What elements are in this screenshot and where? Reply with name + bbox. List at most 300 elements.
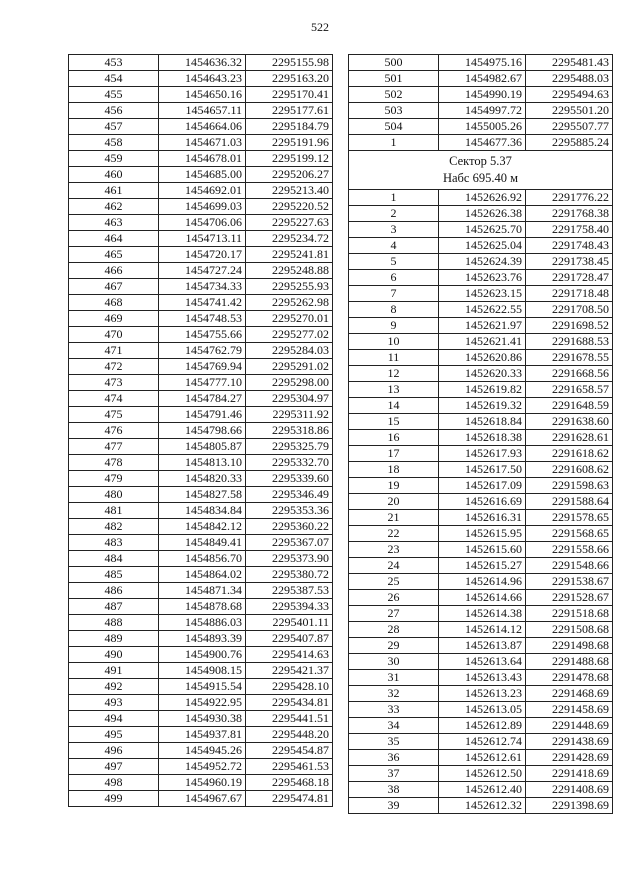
coordinate-y: 2291638.60 xyxy=(526,414,613,430)
coordinate-y: 2295454.87 xyxy=(246,743,333,759)
coordinate-x: 1452614.66 xyxy=(439,590,526,606)
coordinate-y: 2291508.68 xyxy=(526,622,613,638)
point-number: 500 xyxy=(349,55,439,71)
table-row xyxy=(349,103,613,119)
coordinate-y: 2291518.68 xyxy=(526,606,613,622)
coordinate-y: 2295346.49 xyxy=(246,487,333,503)
coordinate-y: 2295177.61 xyxy=(246,103,333,119)
coordinate-x: 1452612.32 xyxy=(439,798,526,814)
table-row xyxy=(69,471,333,487)
coordinate-x: 1452625.04 xyxy=(439,238,526,254)
coordinate-y: 2295234.72 xyxy=(246,231,333,247)
coordinate-x: 1452617.93 xyxy=(439,446,526,462)
coordinate-x: 1452612.89 xyxy=(439,718,526,734)
point-number: 465 xyxy=(69,247,159,263)
coordinate-y: 2295155.98 xyxy=(246,55,333,71)
coordinate-x: 1452616.69 xyxy=(439,494,526,510)
coordinate-y: 2295401.11 xyxy=(246,615,333,631)
coordinate-y: 2291658.57 xyxy=(526,382,613,398)
coordinate-y: 2295367.07 xyxy=(246,535,333,551)
coordinate-y: 2291708.50 xyxy=(526,302,613,318)
point-number: 453 xyxy=(69,55,159,71)
coordinate-x: 1454952.72 xyxy=(159,759,246,775)
table-row xyxy=(69,791,333,807)
coordinates-table-right xyxy=(348,54,613,814)
coordinate-y: 2295227.63 xyxy=(246,215,333,231)
coordinate-y: 2295394.33 xyxy=(246,599,333,615)
coordinate-x: 1454671.03 xyxy=(159,135,246,151)
table-row xyxy=(349,430,613,446)
coordinate-y: 2295481.43 xyxy=(526,55,613,71)
coordinate-y: 2291628.61 xyxy=(526,430,613,446)
point-number: 474 xyxy=(69,391,159,407)
coordinate-x: 1452614.96 xyxy=(439,574,526,590)
table-row xyxy=(69,567,333,583)
sector-title: Сектор 5.37 xyxy=(349,151,613,171)
coordinate-y: 2295291.02 xyxy=(246,359,333,375)
coordinate-y: 2291488.68 xyxy=(526,654,613,670)
table-row xyxy=(349,55,613,71)
coordinate-y: 2295434.81 xyxy=(246,695,333,711)
coordinate-y: 2291478.68 xyxy=(526,670,613,686)
table-row xyxy=(69,391,333,407)
table-row xyxy=(69,663,333,679)
point-number: 464 xyxy=(69,231,159,247)
point-number: 10 xyxy=(349,334,439,350)
point-number: 18 xyxy=(349,462,439,478)
table-row xyxy=(349,119,613,135)
point-number: 39 xyxy=(349,798,439,814)
coordinate-x: 1454908.15 xyxy=(159,663,246,679)
coordinate-x: 1452626.92 xyxy=(439,190,526,206)
coordinate-x: 1452620.33 xyxy=(439,366,526,382)
coordinate-y: 2291458.69 xyxy=(526,702,613,718)
point-number: 484 xyxy=(69,551,159,567)
point-number: 504 xyxy=(349,119,439,135)
point-number: 14 xyxy=(349,398,439,414)
point-number: 1 xyxy=(349,135,439,151)
coordinate-y: 2291448.69 xyxy=(526,718,613,734)
coordinate-y: 2295387.53 xyxy=(246,583,333,599)
point-number: 5 xyxy=(349,254,439,270)
table-row xyxy=(69,743,333,759)
coordinate-y: 2295332.70 xyxy=(246,455,333,471)
point-number: 487 xyxy=(69,599,159,615)
table-row xyxy=(69,343,333,359)
point-number: 25 xyxy=(349,574,439,590)
point-number: 469 xyxy=(69,311,159,327)
table-row xyxy=(349,318,613,334)
coordinate-x: 1452621.97 xyxy=(439,318,526,334)
point-number: 488 xyxy=(69,615,159,631)
point-number: 38 xyxy=(349,782,439,798)
table-row xyxy=(349,190,613,206)
table-row xyxy=(69,375,333,391)
coordinate-y: 2295448.20 xyxy=(246,727,333,743)
coordinate-x: 1452613.64 xyxy=(439,654,526,670)
table-row xyxy=(69,55,333,71)
table-row xyxy=(349,366,613,382)
coordinate-x: 1454777.10 xyxy=(159,375,246,391)
coordinate-y: 2295441.51 xyxy=(246,711,333,727)
coordinate-x: 1454849.41 xyxy=(159,535,246,551)
coordinate-y: 2291738.45 xyxy=(526,254,613,270)
coordinate-y: 2295213.40 xyxy=(246,183,333,199)
coordinate-x: 1454791.46 xyxy=(159,407,246,423)
coordinate-x: 1454692.01 xyxy=(159,183,246,199)
table-row xyxy=(69,423,333,439)
point-number: 20 xyxy=(349,494,439,510)
coordinate-y: 2295414.63 xyxy=(246,647,333,663)
point-number: 496 xyxy=(69,743,159,759)
point-number: 477 xyxy=(69,439,159,455)
table-row xyxy=(69,551,333,567)
table-row xyxy=(349,734,613,750)
coordinate-y: 2295507.77 xyxy=(526,119,613,135)
table-row xyxy=(349,542,613,558)
coordinate-x: 1454864.02 xyxy=(159,567,246,583)
coordinate-x: 1454982.67 xyxy=(439,71,526,87)
coordinate-y: 2295163.20 xyxy=(246,71,333,87)
coordinate-x: 1454643.23 xyxy=(159,71,246,87)
coordinate-x: 1454650.16 xyxy=(159,87,246,103)
table-row xyxy=(349,462,613,478)
coordinate-x: 1452613.05 xyxy=(439,702,526,718)
coordinate-x: 1452615.27 xyxy=(439,558,526,574)
coordinate-x: 1454945.26 xyxy=(159,743,246,759)
coordinate-y: 2291718.48 xyxy=(526,286,613,302)
point-number: 466 xyxy=(69,263,159,279)
coordinate-x: 1454820.33 xyxy=(159,471,246,487)
point-number: 19 xyxy=(349,478,439,494)
point-number: 475 xyxy=(69,407,159,423)
point-number: 473 xyxy=(69,375,159,391)
coordinate-y: 2291648.59 xyxy=(526,398,613,414)
coordinate-x: 1452613.23 xyxy=(439,686,526,702)
table-row xyxy=(349,606,613,622)
point-number: 480 xyxy=(69,487,159,503)
table-row xyxy=(69,295,333,311)
coordinate-y: 2295325.79 xyxy=(246,439,333,455)
coordinate-x: 1454798.66 xyxy=(159,423,246,439)
table-row xyxy=(69,519,333,535)
coordinate-y: 2291528.67 xyxy=(526,590,613,606)
table-row xyxy=(69,695,333,711)
coordinate-x: 1454915.54 xyxy=(159,679,246,695)
coordinate-y: 2295241.81 xyxy=(246,247,333,263)
table-row xyxy=(349,238,613,254)
table-row xyxy=(349,414,613,430)
point-number: 468 xyxy=(69,295,159,311)
point-number: 457 xyxy=(69,119,159,135)
coordinate-y: 2295373.90 xyxy=(246,551,333,567)
coordinate-x: 1452613.43 xyxy=(439,670,526,686)
sector-subtitle-row xyxy=(349,170,613,190)
coordinate-y: 2295488.03 xyxy=(526,71,613,87)
table-row xyxy=(69,775,333,791)
coordinate-x: 1452621.41 xyxy=(439,334,526,350)
point-number: 31 xyxy=(349,670,439,686)
coordinate-y: 2295360.22 xyxy=(246,519,333,535)
coordinate-x: 1454990.19 xyxy=(439,87,526,103)
point-number: 497 xyxy=(69,759,159,775)
coordinate-x: 1454805.87 xyxy=(159,439,246,455)
coordinate-x: 1452614.38 xyxy=(439,606,526,622)
coordinate-y: 2295199.12 xyxy=(246,151,333,167)
table-row xyxy=(69,231,333,247)
sector-subtitle: Набс 695.40 м xyxy=(349,170,613,190)
point-number: 494 xyxy=(69,711,159,727)
point-number: 460 xyxy=(69,167,159,183)
point-number: 479 xyxy=(69,471,159,487)
coordinate-y: 2295191.96 xyxy=(246,135,333,151)
point-number: 492 xyxy=(69,679,159,695)
table-row xyxy=(69,407,333,423)
point-number: 29 xyxy=(349,638,439,654)
table-row xyxy=(69,727,333,743)
point-number: 1 xyxy=(349,190,439,206)
point-number: 459 xyxy=(69,151,159,167)
table-row xyxy=(349,574,613,590)
table-row xyxy=(69,647,333,663)
table-row xyxy=(69,599,333,615)
table-row xyxy=(349,222,613,238)
table-row xyxy=(69,135,333,151)
coordinate-y: 2291418.69 xyxy=(526,766,613,782)
coordinate-x: 1454827.58 xyxy=(159,487,246,503)
table-row xyxy=(69,631,333,647)
coordinate-x: 1454706.06 xyxy=(159,215,246,231)
page-number: 522 xyxy=(311,20,329,34)
table-row xyxy=(349,558,613,574)
point-number: 476 xyxy=(69,423,159,439)
table-row xyxy=(349,798,613,814)
table-row xyxy=(349,350,613,366)
point-number: 4 xyxy=(349,238,439,254)
point-number: 458 xyxy=(69,135,159,151)
coordinate-x: 1452618.38 xyxy=(439,430,526,446)
coordinate-y: 2291548.66 xyxy=(526,558,613,574)
table-row xyxy=(349,382,613,398)
table-row xyxy=(69,711,333,727)
point-number: 15 xyxy=(349,414,439,430)
table-row xyxy=(349,686,613,702)
coordinate-x: 1454741.42 xyxy=(159,295,246,311)
point-number: 467 xyxy=(69,279,159,295)
coordinate-y: 2291598.63 xyxy=(526,478,613,494)
coordinates-table-left xyxy=(68,54,333,807)
coordinate-x: 1452623.15 xyxy=(439,286,526,302)
coordinate-y: 2295277.02 xyxy=(246,327,333,343)
coordinate-y: 2295474.81 xyxy=(246,791,333,807)
coordinate-y: 2295407.87 xyxy=(246,631,333,647)
point-number: 503 xyxy=(349,103,439,119)
table-row xyxy=(69,439,333,455)
table-row xyxy=(69,247,333,263)
coordinate-y: 2291568.65 xyxy=(526,526,613,542)
table-row xyxy=(349,478,613,494)
table-row xyxy=(69,679,333,695)
coordinate-x: 1452620.86 xyxy=(439,350,526,366)
sector-title-row xyxy=(349,151,613,171)
point-number: 12 xyxy=(349,366,439,382)
coordinate-y: 2295494.63 xyxy=(526,87,613,103)
table-row xyxy=(69,263,333,279)
coordinate-x: 1452612.40 xyxy=(439,782,526,798)
coordinate-x: 1454678.01 xyxy=(159,151,246,167)
point-number: 486 xyxy=(69,583,159,599)
table-row xyxy=(349,718,613,734)
table-row xyxy=(349,622,613,638)
table-row xyxy=(69,327,333,343)
table-row xyxy=(69,759,333,775)
coordinate-y: 2291428.69 xyxy=(526,750,613,766)
coordinate-y: 2291498.68 xyxy=(526,638,613,654)
coordinate-y: 2291468.69 xyxy=(526,686,613,702)
point-number: 490 xyxy=(69,647,159,663)
coordinate-x: 1452626.38 xyxy=(439,206,526,222)
coordinate-x: 1454784.27 xyxy=(159,391,246,407)
point-number: 455 xyxy=(69,87,159,103)
coordinate-x: 1454755.66 xyxy=(159,327,246,343)
table-row xyxy=(349,654,613,670)
coordinate-y: 2295353.36 xyxy=(246,503,333,519)
point-number: 9 xyxy=(349,318,439,334)
table-row xyxy=(349,135,613,151)
coordinate-y: 2295184.79 xyxy=(246,119,333,135)
table-row xyxy=(69,503,333,519)
coordinate-x: 1454922.95 xyxy=(159,695,246,711)
coordinate-x: 1452614.12 xyxy=(439,622,526,638)
coordinate-y: 2291538.67 xyxy=(526,574,613,590)
coordinate-x: 1454834.84 xyxy=(159,503,246,519)
coordinate-x: 1454886.03 xyxy=(159,615,246,631)
point-number: 482 xyxy=(69,519,159,535)
point-number: 495 xyxy=(69,727,159,743)
point-number: 501 xyxy=(349,71,439,87)
table-row xyxy=(349,302,613,318)
table-row xyxy=(69,119,333,135)
coordinate-x: 1454720.17 xyxy=(159,247,246,263)
coordinate-y: 2291578.65 xyxy=(526,510,613,526)
coordinate-y: 2295421.37 xyxy=(246,663,333,679)
table-row xyxy=(349,702,613,718)
coordinate-y: 2291618.62 xyxy=(526,446,613,462)
coordinate-x: 1454699.03 xyxy=(159,199,246,215)
table-row xyxy=(69,279,333,295)
table-row xyxy=(349,766,613,782)
point-number: 491 xyxy=(69,663,159,679)
point-number: 35 xyxy=(349,734,439,750)
table-row xyxy=(69,615,333,631)
point-number: 22 xyxy=(349,526,439,542)
coordinate-y: 2291588.64 xyxy=(526,494,613,510)
coordinate-x: 1454762.79 xyxy=(159,343,246,359)
table-row xyxy=(69,487,333,503)
point-number: 454 xyxy=(69,71,159,87)
point-number: 485 xyxy=(69,567,159,583)
coordinate-y: 2291608.62 xyxy=(526,462,613,478)
coordinate-x: 1452619.32 xyxy=(439,398,526,414)
coordinate-x: 1454813.10 xyxy=(159,455,246,471)
coordinate-x: 1454713.11 xyxy=(159,231,246,247)
coordinate-x: 1452619.82 xyxy=(439,382,526,398)
table-row xyxy=(69,103,333,119)
coordinate-x: 1454734.33 xyxy=(159,279,246,295)
coordinate-x: 1454842.12 xyxy=(159,519,246,535)
coordinate-x: 1452623.76 xyxy=(439,270,526,286)
point-number: 456 xyxy=(69,103,159,119)
table-row xyxy=(349,206,613,222)
coordinate-x: 1452615.60 xyxy=(439,542,526,558)
point-number: 11 xyxy=(349,350,439,366)
point-number: 471 xyxy=(69,343,159,359)
table-row xyxy=(349,398,613,414)
point-number: 37 xyxy=(349,766,439,782)
table-row xyxy=(69,183,333,199)
coordinate-y: 2291688.53 xyxy=(526,334,613,350)
coordinate-x: 1454769.94 xyxy=(159,359,246,375)
coordinate-x: 1455005.26 xyxy=(439,119,526,135)
coordinate-y: 2295468.18 xyxy=(246,775,333,791)
coordinate-x: 1454975.16 xyxy=(439,55,526,71)
coordinate-x: 1454856.70 xyxy=(159,551,246,567)
coordinate-y: 2291438.69 xyxy=(526,734,613,750)
point-number: 8 xyxy=(349,302,439,318)
point-number: 489 xyxy=(69,631,159,647)
table-row xyxy=(69,167,333,183)
coordinate-x: 1454664.06 xyxy=(159,119,246,135)
point-number: 17 xyxy=(349,446,439,462)
coordinate-y: 2291558.66 xyxy=(526,542,613,558)
coordinate-x: 1452618.84 xyxy=(439,414,526,430)
table-row xyxy=(69,215,333,231)
coordinate-x: 1454685.00 xyxy=(159,167,246,183)
coordinate-y: 2291776.22 xyxy=(526,190,613,206)
coordinate-x: 1454960.19 xyxy=(159,775,246,791)
coordinate-y: 2295270.01 xyxy=(246,311,333,327)
coordinate-y: 2291728.47 xyxy=(526,270,613,286)
coordinate-x: 1452613.87 xyxy=(439,638,526,654)
coordinate-y: 2295206.27 xyxy=(246,167,333,183)
coordinate-x: 1454900.76 xyxy=(159,647,246,663)
coordinate-x: 1454893.39 xyxy=(159,631,246,647)
table-row xyxy=(69,87,333,103)
table-row xyxy=(69,535,333,551)
point-number: 502 xyxy=(349,87,439,103)
point-number: 13 xyxy=(349,382,439,398)
coordinate-y: 2291668.56 xyxy=(526,366,613,382)
coordinate-y: 2295461.53 xyxy=(246,759,333,775)
table-row xyxy=(349,750,613,766)
point-number: 470 xyxy=(69,327,159,343)
point-number: 28 xyxy=(349,622,439,638)
table-row xyxy=(349,494,613,510)
table-row xyxy=(349,446,613,462)
point-number: 7 xyxy=(349,286,439,302)
coordinate-y: 2291408.69 xyxy=(526,782,613,798)
point-number: 21 xyxy=(349,510,439,526)
coordinate-x: 1452625.70 xyxy=(439,222,526,238)
coordinate-y: 2295248.88 xyxy=(246,263,333,279)
table-row xyxy=(349,638,613,654)
coordinate-x: 1452612.50 xyxy=(439,766,526,782)
table-row xyxy=(69,199,333,215)
coordinate-y: 2295501.20 xyxy=(526,103,613,119)
coordinate-x: 1454636.32 xyxy=(159,55,246,71)
table-row xyxy=(349,71,613,87)
table-row xyxy=(349,270,613,286)
